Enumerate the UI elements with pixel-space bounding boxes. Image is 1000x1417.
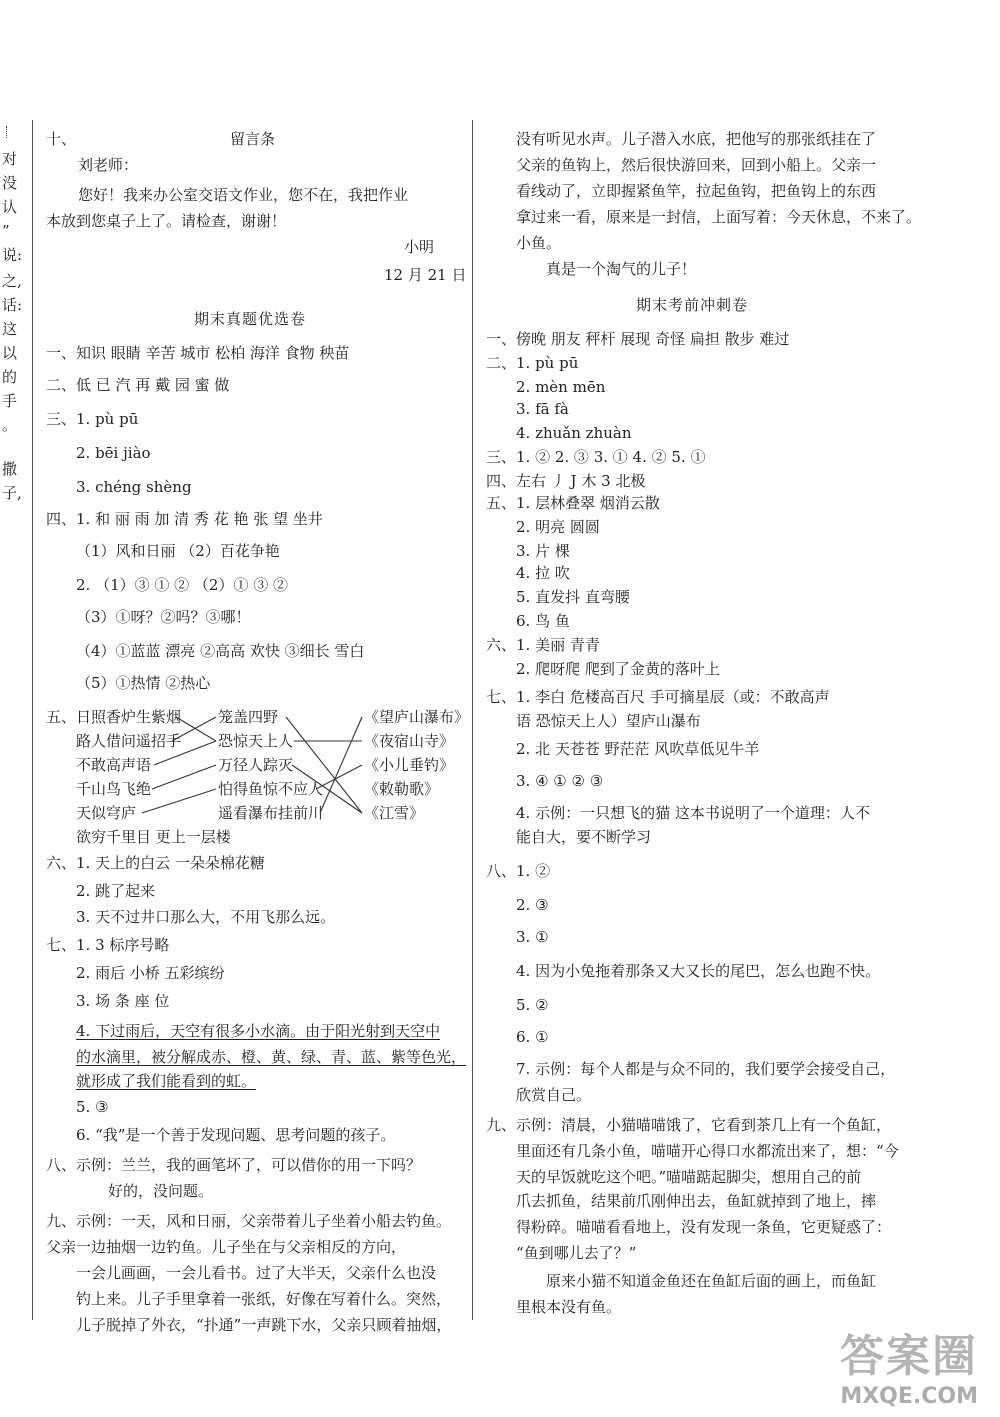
answer-line: 5. ③	[76, 1098, 109, 1116]
answer-line: 钓上来。儿子手里拿着一张纸，好像在写着什么。突然，	[76, 1290, 452, 1308]
match-item: 天似穹庐	[76, 804, 137, 822]
answer-line: （4）①蓝蓝 漂亮 ②高高 欢快 ③细长 雪白	[76, 642, 365, 660]
watermark-logo-text: 答案圈	[840, 1331, 978, 1382]
match-item: 《夜宿山寺》	[364, 732, 455, 750]
match-item: 万径人踪灭	[218, 756, 294, 774]
edge-fragment: 的	[2, 368, 18, 386]
answer-line: 爪去抓鱼，结果前爪刚伸出去，鱼缸就掉到了地上，摔	[516, 1192, 877, 1210]
note-signature: 小明	[404, 238, 435, 256]
answer-line: 得粉碎。喵喵看看地上，没有发现一条鱼，它更疑惑了：	[516, 1218, 892, 1236]
exam-title: 期末考前冲刺卷	[636, 296, 749, 314]
answer-line: 里面还有几条小鱼，喵喵开心得口水都流出来了，想：“今	[516, 1142, 899, 1160]
match-item: 路人借问遥招手	[76, 732, 182, 750]
answer-line: 4. 因为小兔拖着那条又大又长的尾巴，怎么也跑不快。	[516, 962, 881, 980]
answer-line: 3. ④ ① ② ③	[516, 772, 604, 790]
answer-line: 一会儿画画，一会儿看书。过了大半天，父亲什么也没	[76, 1264, 437, 1282]
answer-line: 父亲一边抽烟一边钓鱼。儿子坐在与父亲相反的方向，	[46, 1238, 407, 1256]
match-item: 遥看瀑布挂前川	[218, 804, 324, 822]
edge-fragment: 对	[2, 150, 18, 168]
answer-line: 真是一个淘气的儿子！	[546, 260, 697, 278]
answer-line: 2. 明亮 圆圆	[516, 518, 600, 536]
answer-line: 6. “我”是一个善于发现问题、思考问题的孩子。	[76, 1126, 396, 1144]
answer-line: 三、1. pù pū	[46, 410, 139, 428]
match-item: 《小儿垂钓》	[364, 756, 455, 774]
answer-line: 的水滴里，被分解成赤、橙、黄、绿、青、蓝、紫等色光，	[76, 1048, 467, 1066]
answer-line: 2. mèn mēn	[516, 378, 606, 396]
answer-line: 六、1. 天上的白云 一朵朵棉花糖	[46, 854, 265, 872]
answer-line: 拿过来一看，原来是一封信，上面写着：今天休息，不来了。	[516, 208, 922, 226]
edge-fragment: 手	[2, 392, 18, 410]
answer-line: 天的早饭就吃这个吧。”喵喵踮起脚尖，想用自己的前	[516, 1168, 862, 1186]
match-item: 日照香炉生紫烟	[76, 708, 182, 726]
answer-line: 2. 跳了起来	[76, 882, 156, 900]
answer-line: 小鱼。	[516, 234, 562, 252]
answer-line: 七、1. 李白 危楼高百尺 手可摘星辰（或：不敢高声	[486, 688, 830, 706]
answer-line: 2. bēi jiào	[76, 444, 151, 462]
match-item: 《江雪》	[364, 804, 425, 822]
answer-line: 八、示例：兰兰，我的画笔坏了，可以借你的用一下吗？	[46, 1156, 422, 1174]
answer-line: 语 恐惊天上人）望庐山瀑布	[516, 712, 701, 730]
answer-line: 六、1. 美丽 青青	[486, 636, 600, 654]
answer-line: 儿子脱掉了外衣，“扑通”一声跳下水，父亲只顾着抽烟，	[76, 1316, 452, 1334]
answer-line: 2. 北 天苍苍 野茫茫 风吹草低见牛羊	[516, 740, 760, 758]
answer-line: 7. 示例：每个人都是与众不同的，我们要学会接受自己，	[516, 1060, 896, 1078]
section-number: 十、	[46, 130, 77, 148]
answer-line: 3. ①	[516, 928, 549, 946]
note-line: 本放到您桌子上了。请检查，谢谢！	[46, 212, 287, 230]
edge-fragment: 话:	[2, 296, 23, 314]
answer-line: 3. 片 棵	[516, 542, 570, 560]
answer-line: 4. 拉 吹	[516, 564, 570, 582]
answer-line: 父亲的鱼钩上，然后很快游回来，回到小船上。父亲一	[516, 156, 877, 174]
answer-line: 2. ③	[516, 896, 549, 914]
answer-line: 3. chéng shèng	[76, 478, 192, 496]
answer-line: 一、傍晚 朋友 秤杆 展现 奇怪 扁担 散步 难过	[486, 330, 790, 348]
note-line: 您好！我来办公室交语文作业，您不在，我把作业	[78, 186, 409, 204]
answer-line: 一、知识 眼睛 辛苦 城市 松柏 海洋 食物 秧苗	[46, 344, 350, 362]
watermark-url: MXQE.COM	[840, 1384, 978, 1409]
answer-line: 好的，没问题。	[108, 1182, 214, 1200]
edge-fragment: 之,	[2, 272, 22, 290]
answer-line: 5. 直发抖 直弯腰	[516, 588, 630, 606]
answer-line: 5. ②	[516, 996, 549, 1014]
note-title: 留言条	[230, 130, 276, 148]
note-greeting: 刘老师：	[78, 156, 139, 174]
answer-line: 6. ①	[516, 1028, 549, 1046]
edge-fragment: 说:	[2, 246, 23, 264]
answer-line: 没有听见水声。儿子潜入水底，把他写的那张纸挂在了	[516, 130, 877, 148]
answer-line: 3. 天不过井口那么大，不用飞那么远。	[76, 908, 336, 926]
match-item: 千山鸟飞绝	[76, 780, 152, 798]
match-item: 《敕勒歌》	[364, 780, 440, 798]
answer-line: 看线动了，立即握紧鱼竿，拉起鱼钩，把鱼钩上的东西	[516, 182, 877, 200]
answer-line: 2. 雨后 小桥 五彩缤纷	[76, 964, 225, 982]
answer-line: 2. 爬呀爬 爬到了金黄的落叶上	[516, 660, 720, 678]
edge-fragment: 。	[2, 416, 18, 434]
match-item: 不敢高声语	[76, 756, 152, 774]
edge-fragment: 以	[2, 344, 18, 362]
match-item: 笼盖四野	[218, 708, 279, 726]
answer-line: 能自大，要不断学习	[516, 828, 652, 846]
answer-line: 4. zhuǎn zhuàn	[516, 424, 632, 442]
answer-line: 三、1. ② 2. ③ 3. ① 4. ② 5. ①	[486, 448, 706, 466]
answer-line: 4. 下过雨后，天空有很多小水滴。由于阳光射到天空中	[76, 1022, 441, 1040]
answer-line: 八、1. ②	[486, 862, 551, 880]
answer-line: 2. （1）③ ① ② （2）① ③ ②	[76, 576, 289, 594]
match-item: 怕得鱼惊不应人	[218, 780, 324, 798]
answer-line: 二、1. pù pū	[486, 354, 579, 372]
answer-line: 九、示例：清晨，小猫喵喵饿了，它看到茶几上有一个鱼缸，	[486, 1116, 892, 1134]
edge-fragment: 这	[2, 320, 18, 338]
match-item: 《望庐山瀑布》	[364, 708, 470, 726]
answer-line: （3）①呀？②吗？③哪！	[76, 608, 251, 626]
watermark	[840, 1320, 978, 1409]
match-item: 恐惊天上人	[218, 732, 294, 750]
edge-fragment: 子,	[2, 484, 22, 502]
answer-line: 欲穷千里目 更上一层楼	[76, 828, 231, 846]
answer-line: 6. 鸟 鱼	[516, 612, 570, 630]
answer-line: 九、示例：一天，风和日丽，父亲带着儿子坐着小船去钓鱼。	[46, 1212, 452, 1230]
answer-line: （1）风和日丽 （2）百花争艳	[76, 542, 280, 560]
answer-line: “鱼到哪儿去了？”	[516, 1244, 637, 1262]
answer-line: 3. 场 条 座 位	[76, 992, 170, 1010]
edge-fragment: ”	[2, 222, 10, 240]
note-date: 12 月 21 日	[384, 266, 467, 284]
answer-line: 二、低 已 汽 再 戴 园 蜜 做	[46, 376, 230, 394]
answer-line: 3. fā fà	[516, 400, 569, 418]
answer-line: 4. 示例：一只想飞的猫 这本书说明了一个道理：人不	[516, 804, 870, 822]
edge-fragment: 撒	[2, 460, 18, 478]
answer-line: 就形成了我们能看到的虹。	[76, 1072, 257, 1090]
section-number: 五、	[46, 708, 77, 726]
answer-line: 四、左右 丿 J 木 3 北极	[486, 472, 646, 490]
answer-line: 里根本没有鱼。	[516, 1298, 622, 1316]
exam-title: 期末真题优选卷	[194, 310, 307, 328]
edge-fragment: 认	[2, 198, 18, 216]
answer-line: 四、1. 和 丽 雨 加 清 秀 花 艳 张 望 坐井	[46, 510, 323, 528]
answer-line: 五、1. 层林叠翠 烟消云散	[486, 494, 660, 512]
answer-line: 七、1. 3 标序号略	[46, 936, 170, 954]
answer-line: 原来小猫不知道金鱼还在鱼缸后面的画上，而鱼缸	[546, 1272, 877, 1290]
edge-fragment: 没	[2, 174, 18, 192]
answer-line: （5）①热情 ②热心	[76, 674, 211, 692]
answer-line: 欣赏自己。	[516, 1086, 592, 1104]
